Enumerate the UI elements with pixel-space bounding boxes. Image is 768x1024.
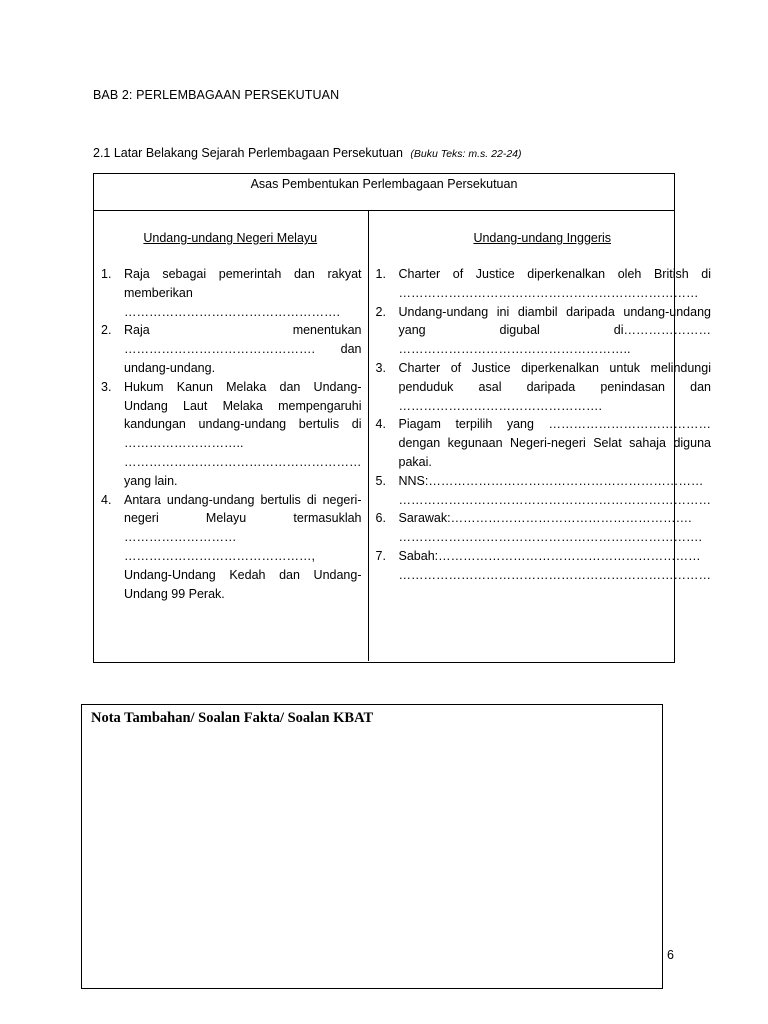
item-text: Antara undang-undang bertulis di negeri-negeri Melayu termasuklah ……………………… ………………………………………, Undang-Undang Kedah dan Undang-Undang 99 Perak. <box>124 492 362 601</box>
item-text: Hukum Kanun Melaka dan Undang-Undang Laut Melaka mempengaruhi kandungan undang-undang bertulis di ……………………….. ………………………………………………… yang lain. <box>124 379 362 488</box>
item-text: Sarawak:…………………………………………………. ………………………………………………………………. <box>398 511 702 545</box>
list-item <box>99 321 362 377</box>
list-item <box>374 415 712 471</box>
item-number: 2. <box>101 323 112 338</box>
list-item <box>374 472 712 510</box>
list-item <box>99 378 362 491</box>
item-number: 7. <box>375 548 386 563</box>
item-text: Undang-undang ini diambil daripada undang-undang yang digubal di………………… ……………………………………………….. <box>398 304 711 357</box>
page-number: 6 <box>667 948 674 962</box>
english-law-column <box>369 211 718 661</box>
list-item <box>374 265 712 303</box>
malay-law-column <box>94 211 369 661</box>
malay-law-list <box>99 265 362 603</box>
list-item <box>374 359 712 415</box>
item-number: 1. <box>101 267 112 281</box>
chapter-title: BAB 2: PERLEMBAGAAN PERSEKUTUAN <box>93 88 340 102</box>
item-text: NNS:………………………………………………………… ………………………………………………………………… <box>398 473 711 507</box>
item-number: 4. <box>375 417 386 432</box>
item-number: 1. <box>375 267 386 281</box>
item-number: 6. <box>375 511 386 526</box>
item-text: Raja sebagai pemerintah dan rakyat memberikan ……………………………………………. <box>124 267 362 319</box>
list-item <box>374 509 712 547</box>
english-law-title: Undang-undang Inggeris <box>473 231 612 245</box>
item-number: 4. <box>101 492 112 507</box>
list-item <box>99 491 362 604</box>
basis-table <box>93 173 711 663</box>
item-number: 5. <box>375 473 386 488</box>
list-item <box>374 303 712 359</box>
item-number: 3. <box>375 360 386 375</box>
item-number: 3. <box>101 379 112 394</box>
malay-law-title: Undang-undang Negeri Melayu <box>143 231 318 245</box>
item-text: Piagam terpilih yang ………………………………… dengan kegunaan Negeri-negeri Selat sahaja diguna pakai. <box>398 417 711 469</box>
item-text: Charter of Justice diperkenalkan oleh British di ……………………………………………………………… <box>398 267 711 300</box>
list-item <box>374 547 712 585</box>
section-heading <box>93 146 522 160</box>
item-number: 2. <box>375 304 386 319</box>
list-item <box>99 265 362 321</box>
table-header: Asas Pembentukan Perlembagaan Persekutuan <box>94 174 674 211</box>
notes-title: Nota Tambahan/ Soalan Fakta/ Soalan KBAT <box>91 710 374 726</box>
item-text: Raja menentukan ………………………………………. dan undang-undang. <box>124 323 362 375</box>
textbook-reference: (Buku Teks: m.s. 22-24) <box>410 148 522 160</box>
english-law-list <box>374 265 712 585</box>
item-text: Charter of Justice diperkenalkan untuk melindungi penduduk asal daripada penindasan dan …………………………………………. <box>398 360 711 413</box>
notes-box <box>81 704 663 989</box>
section-title: 2.1 Latar Belakang Sejarah Perlembagaan Persekutuan <box>93 146 403 160</box>
item-text: Sabah:……………………………………………………… ………………………………………………………………… <box>398 548 711 582</box>
